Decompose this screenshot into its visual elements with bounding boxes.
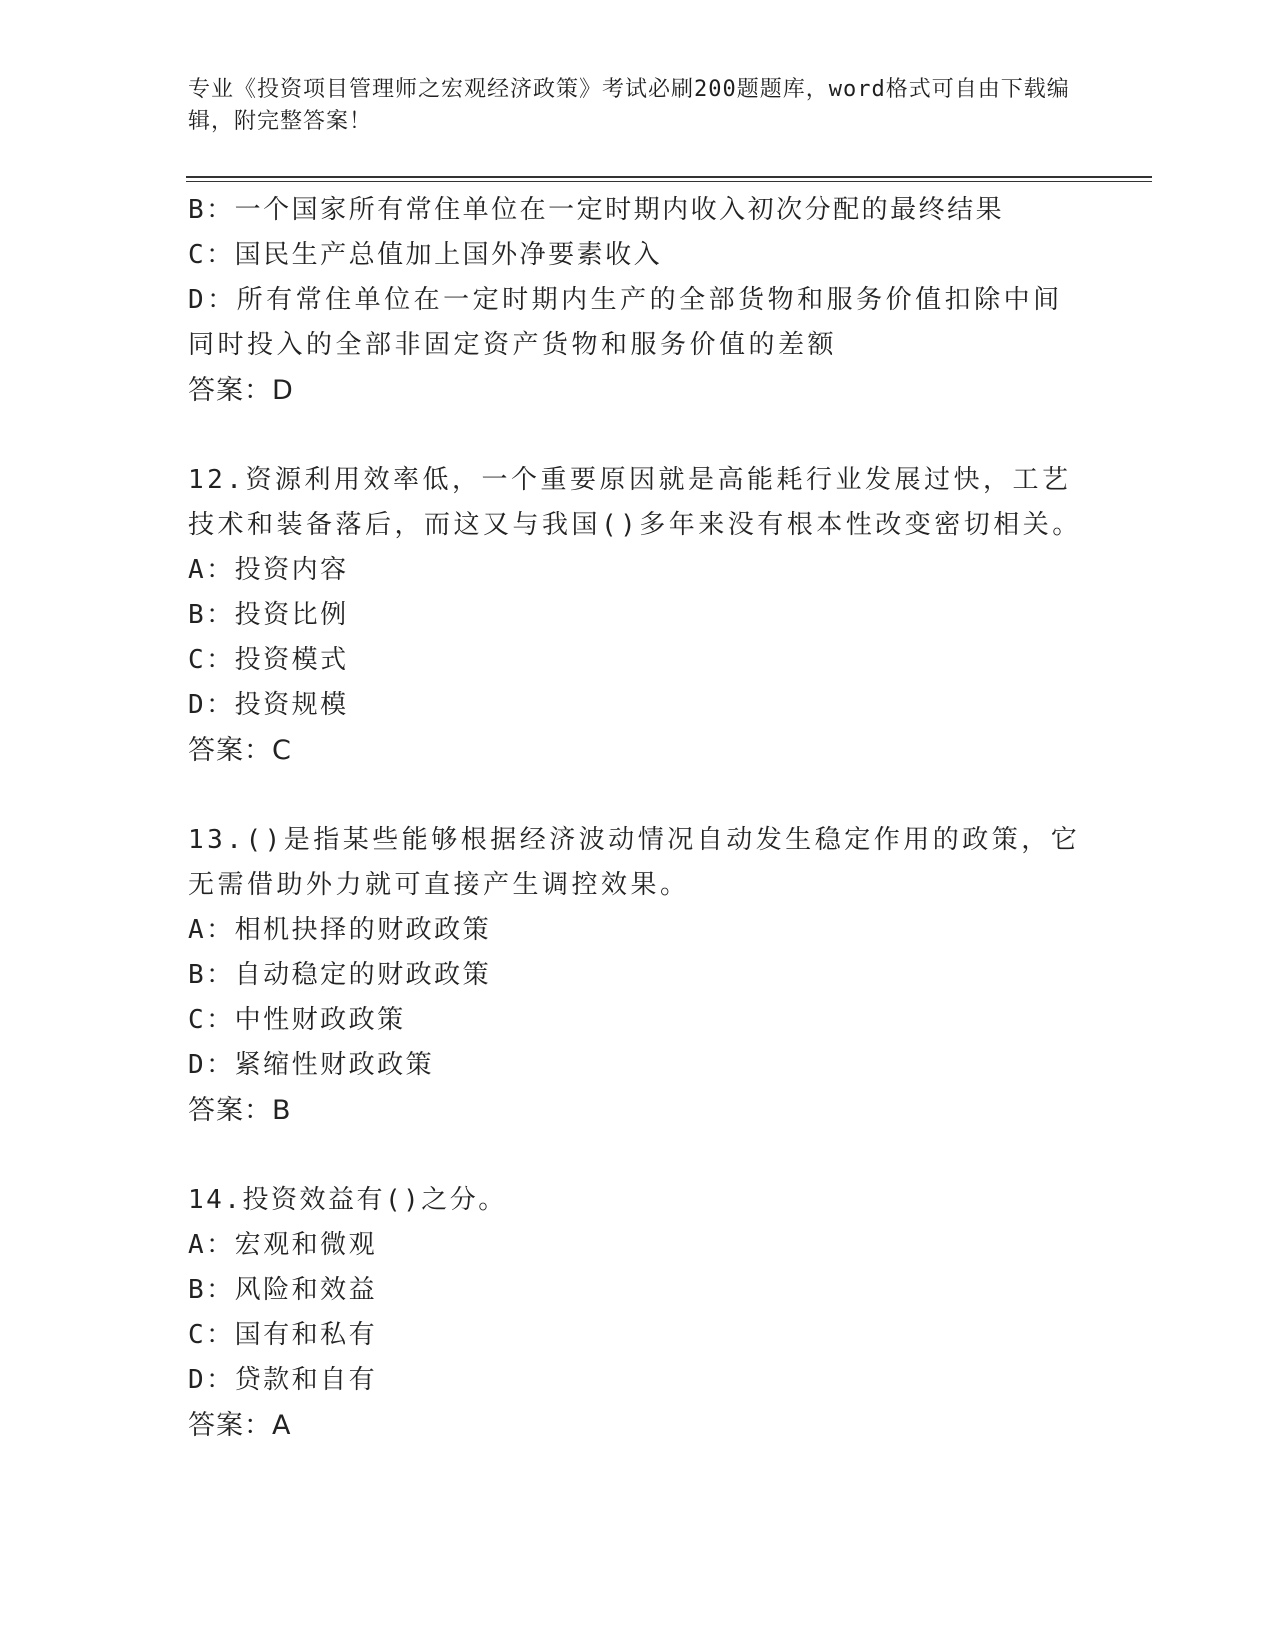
header-rule-thick bbox=[186, 176, 1152, 178]
option-c: C：国民生产总值加上国外净要素收入 bbox=[188, 240, 663, 270]
option-d: D：投资规模 bbox=[188, 690, 349, 720]
answer-line: 答案：A bbox=[188, 1410, 292, 1441]
question-12 bbox=[188, 458, 1088, 773]
question-stem: 12.资源利用效率低，一个重要原因就是高能耗行业发展过快，工艺技术和装备落后，而这又与我国()多年来没有根本性改变密切相关。 bbox=[188, 465, 1082, 540]
document-body bbox=[188, 188, 1088, 1448]
option-c: C：国有和私有 bbox=[188, 1320, 378, 1350]
option-d: D：贷款和自有 bbox=[188, 1365, 378, 1395]
option-a: A：宏观和微观 bbox=[188, 1230, 378, 1260]
question-11-continuation bbox=[188, 188, 1088, 413]
option-d: D：所有常住单位在一定时期内生产的全部货物和服务价值扣除中间同时投入的全部非固定资产货物和服务价值的差额 bbox=[188, 285, 1063, 360]
spacer bbox=[188, 773, 1088, 818]
option-b: B：自动稳定的财政政策 bbox=[188, 960, 492, 990]
spacer bbox=[188, 413, 1088, 458]
question-stem: 13.()是指某些能够根据经济波动情况自动发生稳定作用的政策，它无需借助外力就可直接产生调控效果。 bbox=[188, 825, 1081, 900]
spacer bbox=[188, 1133, 1088, 1178]
option-b: B：一个国家所有常住单位在一定时期内收入初次分配的最终结果 bbox=[188, 195, 1005, 225]
option-b: B：投资比例 bbox=[188, 600, 349, 630]
answer-line: 答案：B bbox=[188, 1095, 292, 1126]
header-rule-thin bbox=[186, 181, 1152, 182]
option-d: D：紧缩性财政政策 bbox=[188, 1050, 435, 1080]
option-c: C：投资模式 bbox=[188, 645, 349, 675]
question-14 bbox=[188, 1178, 1088, 1448]
answer-line: 答案：C bbox=[188, 735, 292, 766]
option-b: B：风险和效益 bbox=[188, 1275, 378, 1305]
answer-line: 答案：D bbox=[188, 375, 294, 406]
question-stem: 14.投资效益有()之分。 bbox=[188, 1185, 507, 1215]
document-header: 专业《投资项目管理师之宏观经济政策》考试必刷200题题库，word格式可自由下载编辑，附完整答案！ bbox=[188, 77, 1070, 134]
question-13 bbox=[188, 818, 1088, 1133]
option-a: A：相机抉择的财政政策 bbox=[188, 915, 492, 945]
option-a: A：投资内容 bbox=[188, 555, 349, 585]
option-c: C：中性财政政策 bbox=[188, 1005, 406, 1035]
